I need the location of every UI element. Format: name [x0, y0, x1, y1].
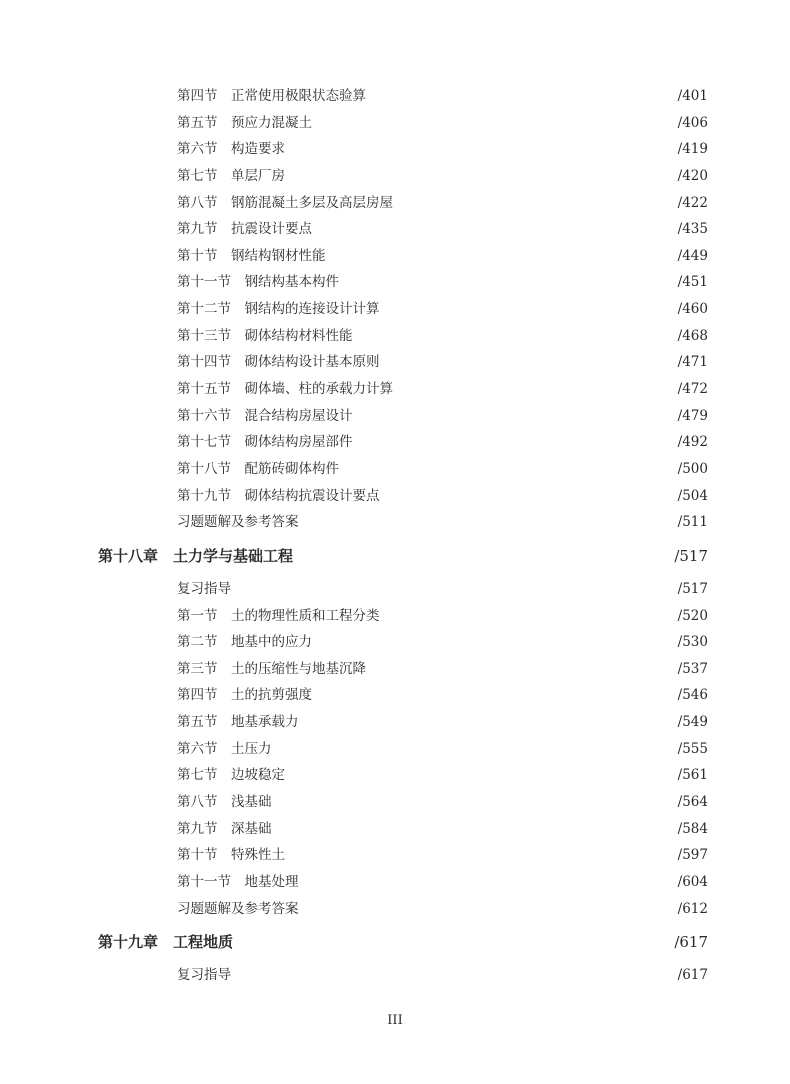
toc-section-entry[interactable] [0, 841, 790, 868]
chapter-title: 第十九章 工程地质 [98, 933, 234, 952]
toc-section-entry[interactable] [0, 268, 790, 295]
toc-section-entry[interactable] [0, 215, 790, 242]
page-reference: /451 [677, 274, 708, 291]
toc-section-entry[interactable] [0, 402, 790, 429]
page-reference: /419 [677, 141, 708, 158]
page-reference: /449 [677, 247, 708, 264]
page-reference: /422 [677, 194, 708, 211]
section-title: 第三节 土的压缩性与地基沉降 [177, 660, 366, 677]
toc-section-entry[interactable] [0, 348, 790, 375]
page-reference: /549 [677, 714, 708, 731]
page-reference: /604 [677, 873, 708, 890]
section-title: 第十一节 钢结构基本构件 [177, 274, 339, 291]
page-reference: /517 [677, 580, 708, 597]
page-reference: /537 [677, 660, 708, 677]
section-title: 第十节 钢结构钢材性能 [177, 247, 326, 264]
page-number: III [387, 1013, 403, 1028]
toc-section-entry[interactable] [0, 708, 790, 735]
toc-section-entry[interactable] [0, 455, 790, 482]
page-reference: /504 [677, 487, 708, 504]
section-title: 复习指导 [177, 967, 231, 984]
page-reference: /530 [677, 634, 708, 651]
page-reference: /500 [677, 460, 708, 477]
page-reference: /471 [677, 354, 708, 371]
toc-section-entry[interactable] [0, 961, 790, 988]
toc-section-entry[interactable] [0, 815, 790, 842]
toc-section-entry[interactable] [0, 375, 790, 402]
page-reference: /479 [677, 407, 708, 424]
section-title: 第十五节 砌体墙、柱的承载力计算 [177, 381, 393, 398]
section-title: 第七节 单层厂房 [177, 167, 285, 184]
toc-section-entry[interactable] [0, 868, 790, 895]
section-title: 第八节 钢筋混凝土多层及高层房屋 [177, 194, 393, 211]
toc-section-entry[interactable] [0, 761, 790, 788]
section-title: 第五节 地基承载力 [177, 714, 299, 731]
toc-section-entry[interactable] [0, 508, 790, 535]
page-reference: /401 [677, 88, 708, 104]
toc-section-entry[interactable] [0, 602, 790, 629]
page-reference: /617 [674, 933, 708, 952]
toc-chapter-entry[interactable] [0, 921, 790, 961]
toc-section-entry[interactable] [0, 189, 790, 216]
toc-section-entry[interactable] [0, 162, 790, 189]
section-title: 第四节 土的抗剪强度 [177, 687, 312, 704]
page-reference: /472 [677, 381, 708, 398]
section-title: 第十八节 配筋砖砌体构件 [177, 460, 339, 477]
section-title: 复习指导 [177, 580, 231, 597]
toc-chapter-entry[interactable] [0, 535, 790, 575]
section-title: 第十七节 砌体结构房屋部件 [177, 434, 353, 451]
section-title: 第六节 土压力 [177, 740, 272, 757]
page-reference: /435 [677, 221, 708, 238]
page-reference: /420 [677, 167, 708, 184]
page-reference: /597 [677, 847, 708, 864]
page-reference: /617 [677, 967, 708, 984]
section-title: 第十节 特殊性土 [177, 847, 285, 864]
section-title: 习题题解及参考答案 [177, 900, 299, 917]
toc-section-entry[interactable] [0, 735, 790, 762]
section-title: 第八节 浅基础 [177, 794, 272, 811]
section-title: 第五节 预应力混凝土 [177, 114, 312, 131]
page-reference: /406 [677, 114, 708, 131]
section-title: 第十一节 地基处理 [177, 873, 299, 890]
section-title: 第十三节 砌体结构材料性能 [177, 327, 353, 344]
page-reference: /555 [677, 740, 708, 757]
section-title: 第六节 构造要求 [177, 141, 285, 158]
table-of-contents [0, 82, 790, 988]
toc-section-entry[interactable] [0, 482, 790, 509]
page-reference: /511 [677, 514, 708, 531]
section-title: 第十六节 混合结构房屋设计 [177, 407, 353, 424]
page-reference: /492 [677, 434, 708, 451]
section-title: 习题题解及参考答案 [177, 514, 299, 531]
section-title: 第一节 土的物理性质和工程分类 [177, 607, 380, 624]
toc-section-entry[interactable] [0, 681, 790, 708]
section-title: 第二节 地基中的应力 [177, 634, 312, 651]
page-reference: /520 [677, 607, 708, 624]
section-title: 第十二节 钢结构的连接设计计算 [177, 301, 380, 318]
page-reference: /561 [677, 767, 708, 784]
section-title: 第十九节 砌体结构抗震设计要点 [177, 487, 380, 504]
toc-section-entry[interactable] [0, 109, 790, 136]
toc-section-entry[interactable] [0, 242, 790, 269]
page-reference: /517 [674, 546, 708, 565]
toc-section-entry[interactable] [0, 788, 790, 815]
toc-section-entry[interactable] [0, 295, 790, 322]
toc-section-entry[interactable] [0, 895, 790, 922]
page-reference: /564 [677, 794, 708, 811]
page-reference: /584 [677, 820, 708, 837]
section-title: 第四节 正常使用极限状态验算 [177, 88, 366, 104]
toc-section-entry[interactable] [0, 135, 790, 162]
section-title: 第十四节 砌体结构设计基本原则 [177, 354, 380, 371]
page-reference: /460 [677, 301, 708, 318]
toc-section-entry[interactable] [0, 82, 790, 109]
page-reference: /468 [677, 327, 708, 344]
section-title: 第九节 深基础 [177, 820, 272, 837]
page-reference: /546 [677, 687, 708, 704]
toc-section-entry[interactable] [0, 655, 790, 682]
page-reference: /612 [677, 900, 708, 917]
toc-section-entry[interactable] [0, 628, 790, 655]
toc-section-entry[interactable] [0, 428, 790, 455]
toc-section-entry[interactable] [0, 322, 790, 349]
chapter-title: 第十八章 土力学与基础工程 [98, 546, 294, 565]
section-title: 第七节 边坡稳定 [177, 767, 285, 784]
toc-section-entry[interactable] [0, 575, 790, 602]
section-title: 第九节 抗震设计要点 [177, 221, 312, 238]
